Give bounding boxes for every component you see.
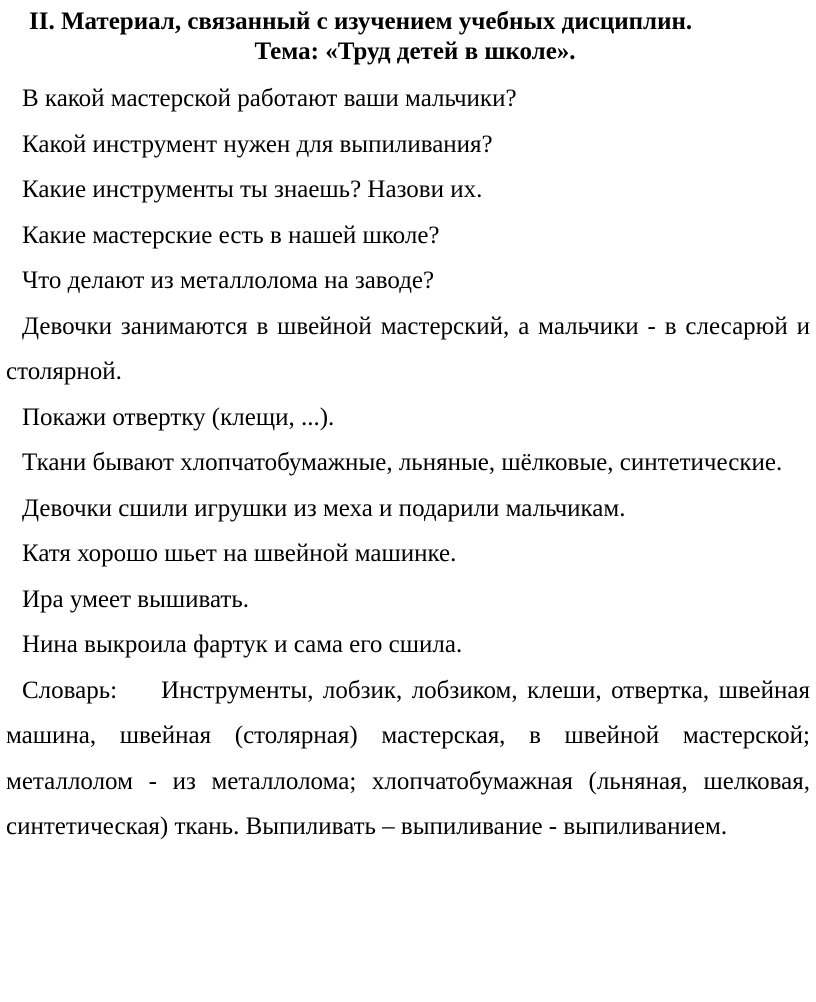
title-line-2: Тема: «Труд детей в школе». <box>254 38 576 65</box>
dictionary-paragraph <box>6 668 810 850</box>
title-line-1: II. Материал, связанный с изучением учебных дисциплин. <box>29 8 693 35</box>
paragraph-9: Девочки сшили игрушки из меха и подарили мальчикам. <box>22 494 626 522</box>
paragraph-11: Ира умеет вышивать. <box>22 585 249 613</box>
dictionary-text: Инструменты, лобзик, лобзиком, клеши, отвертка, швейная машина, швейная (столярная) мастерская, в швейной мастерской; металлолом - из металлолома; хлопчатобумажная (льняная, шелковая, синтетическая) ткань. Выпиливать – выпиливание - выпиливанием. <box>6 676 810 840</box>
paragraph-6: Девочки занимаются в швейной мастерский, а мальчики - в слесарюй и столярной. <box>6 312 810 385</box>
paragraph-4: Какие мастерские есть в нашей школе? <box>22 221 440 249</box>
dictionary-label: Словарь: <box>22 676 118 704</box>
paragraph-8: Ткани бывают хлопчатобумажные, льняные, шёлковые, синтетические. <box>22 449 783 476</box>
paragraph-5: Что делают из металлолома на заводе? <box>22 267 435 294</box>
paragraph-2: Какой инструмент нужен для выпиливания? <box>22 130 493 158</box>
paragraph-12: Нина выкроила фартук и сама его сшила. <box>22 631 463 658</box>
paragraph-3: Какие инструменты ты знаешь? Назови их. <box>22 176 483 203</box>
document-title <box>6 7 810 67</box>
paragraph-10: Катя хорошо шьет на швейной машинке. <box>22 540 457 567</box>
paragraph-7: Покажи отвертку (клещи, ...). <box>22 403 335 431</box>
paragraph-1: В какой мастерской работают ваши мальчики? <box>22 85 517 112</box>
